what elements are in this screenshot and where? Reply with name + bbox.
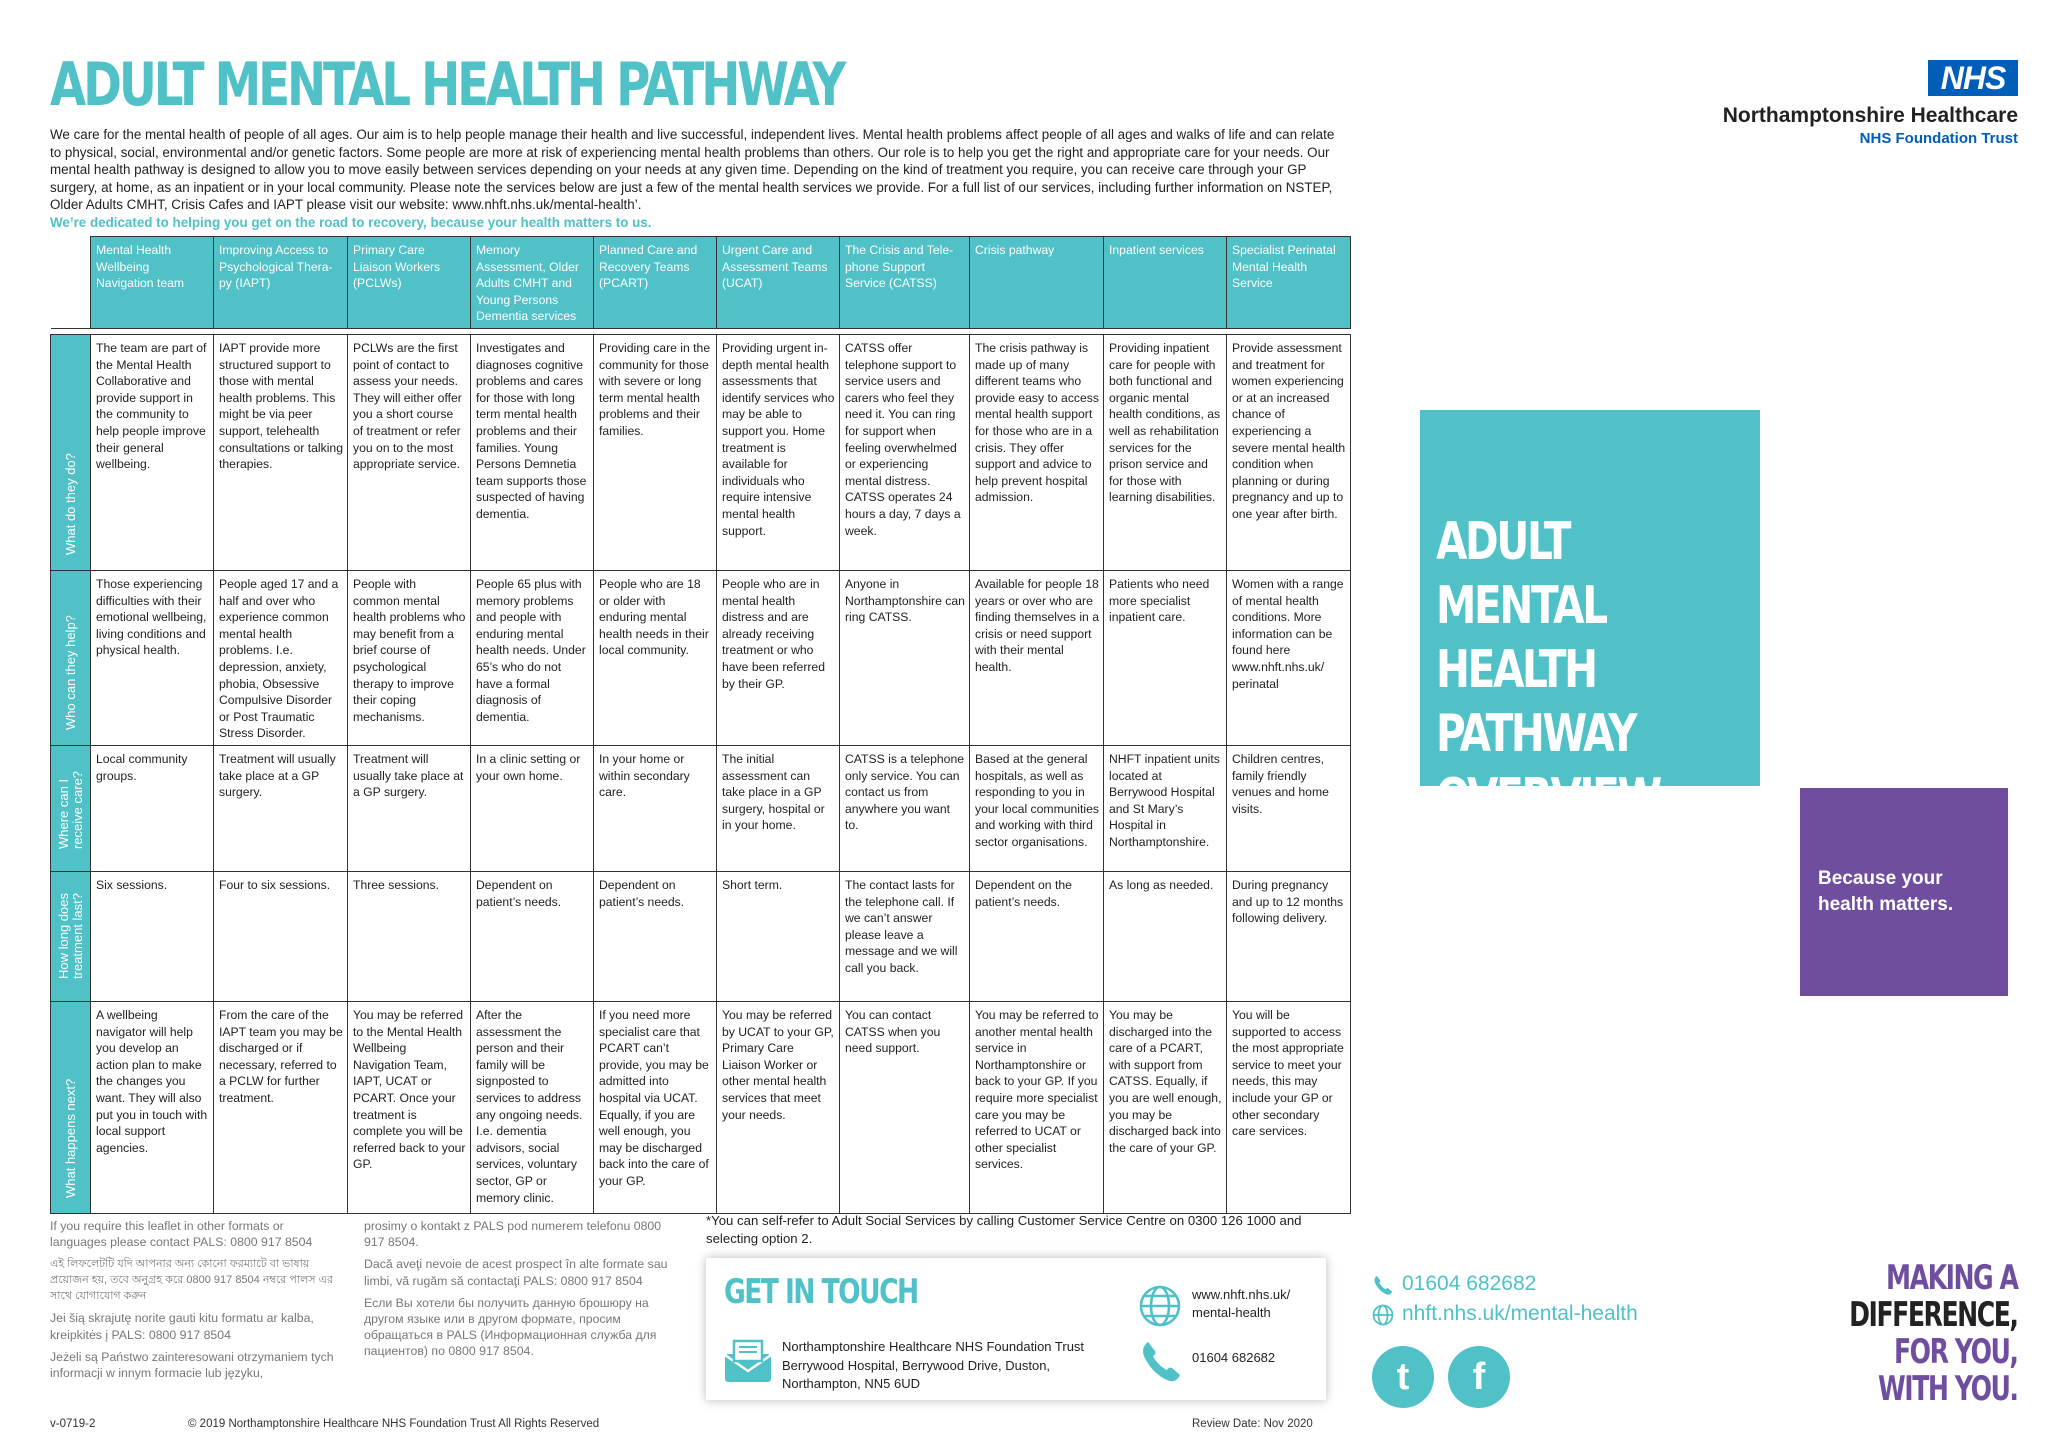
intro-text (50, 126, 1340, 232)
page-title: ADULT MENTAL HEALTH PATHWAY (50, 50, 844, 120)
table-cell: You may be referred to the Mental Health Wellbeing Navigation Team, IAPT, UCAT or PCART. Once your treatment is complete you will be referred back to your GP. (348, 1001, 471, 1213)
column-header: Urgent Care and Assessment Teams (UCAT) (717, 237, 840, 329)
language-note: prosimy o kontakt z PALS pod numerem telefonu 0800 917 8504. (364, 1219, 662, 1250)
row-label-line: treatment last? (69, 892, 85, 979)
row-header (51, 745, 91, 871)
table-cell: During pregnancy and up to 12 months following delivery. (1227, 871, 1351, 1001)
column-header: Improving Access to Psychological Thera-py (IAPT) (214, 237, 348, 329)
column-header: Specialist Perinatal Mental Health Service (1227, 237, 1351, 329)
version-code: v-0719-2 (50, 1418, 96, 1430)
address-line: Northampton, NN5 6UD (782, 1376, 920, 1392)
table-cell: The crisis pathway is made up of many different teams who provide easy to access mental health support for those who are in a crisis. They offer support and advice to help prevent hospital admission. (970, 334, 1104, 570)
globe-icon (1372, 1304, 1394, 1331)
table-cell: You can contact CATSS when you need support. (840, 1001, 970, 1213)
table-cell: Based at the general hospitals, as well as responding to you in your local communities and working with third sector organisations. (970, 745, 1104, 871)
table-cell: People aged 17 and a half and over who experience common mental health problems. I.e. depression, anxiety, phobia, Obsessive Compulsive Disorder or Post Traumatic Stress Disorder. (214, 570, 348, 745)
table-cell: Treatment will usually take place at a GP surgery. (214, 745, 348, 871)
table-cell: You may be referred by UCAT to your GP, Primary Care Liaison Worker or other mental health services that meet your needs. (717, 1001, 840, 1213)
table-row (51, 871, 1351, 1001)
table-cell: CATSS is a telephone only service. You can contact us from anywhere you want to. (840, 745, 970, 871)
row-label (64, 1079, 78, 1198)
intro-tagline: We’re dedicated to helping you get on the road to recovery, because your health matters to us. (50, 214, 652, 230)
table-cell: Providing care in the community for those with severe or long term mental health problems and their families. (594, 334, 717, 570)
row-label-line: What do they do? (62, 453, 78, 555)
slogan-line: MAKING A (1886, 1258, 2018, 1298)
row-label-line: receive care? (69, 770, 85, 849)
phone-icon (1372, 1274, 1394, 1301)
table-cell: From the care of the IAPT team you may be discharged or if necessary, referred to a PCLW for further treatment. (214, 1001, 348, 1213)
table-cell: Local community groups. (91, 745, 214, 871)
self-referral-footnote: *You can self-refer to Adult Social Services by calling Customer Service Centre on 0300 126 1000 and selecting option 2. (706, 1213, 1302, 1246)
column-header: Primary Care Liaison Workers (PCLWs) (348, 237, 471, 329)
table-cell: Investigates and diagnoses cognitive problems and cares for those with long term mental health problems and their families. Young Persons Demnetia team supports those suspected of having dementia. (471, 334, 594, 570)
table-cell: You will be supported to access the most appropriate service to meet your needs, this may include your GP or other secondary care services. (1227, 1001, 1351, 1213)
table-cell: Provide assessment and treatment for women experiencing or at an increased chance of experiencing a severe mental health condition when planning or during pregnancy and up to one year after birth. (1227, 334, 1351, 570)
table-cell: Dependent on the patient’s needs. (970, 871, 1104, 1001)
globe-icon (1138, 1284, 1182, 1333)
org-name: Northamptonshire Healthcare (1722, 104, 2018, 127)
table-cell: Anyone in Northamptonshire can ring CATSS. (840, 570, 970, 745)
table-row (51, 745, 1351, 871)
table-cell: NHFT inpatient units located at Berrywood Hospital and St Mary’s Hospital in Northamptonshire. (1104, 745, 1227, 871)
language-note: এই লিফলেটটি যদি আপনার অন্য কোনো ফরম্যাটে বা ভাষায় প্রয়োজন হয়, তবে অনুগ্রহ করে 0800 917 8504 নম্বরে পালস এর সাথে যোগাযোগ করুন (50, 1258, 334, 1303)
language-note: Jeżeli są Państwo zainteresowani otrzymaniem tych informacji w innym formacie lub języku, (50, 1349, 334, 1381)
nhs-logo: NHS (1928, 60, 2018, 96)
row-label (64, 453, 78, 555)
table-cell: People with common mental health problems who may benefit from a brief course of psychological therapy to improve their coping mechanisms. (348, 570, 471, 745)
column-header-row (51, 237, 1351, 329)
table-cell: Those experiencing difficulties with their emotional wellbeing, living conditions and physical health. (91, 570, 214, 745)
row-label-line: What happens next? (62, 1078, 78, 1198)
table-cell: Short term. (717, 871, 840, 1001)
contact-address (782, 1338, 1084, 1394)
table-cell: Children centres, family friendly venues and home visits. (1227, 745, 1351, 871)
table-cell: Patients who need more specialist inpatient care. (1104, 570, 1227, 745)
table-cell: Available for people 18 years or over who are finding themselves in a crisis or need support with their mental health. (970, 570, 1104, 745)
health-matters-text: Because your health matters. (1818, 868, 1954, 915)
facebook-icon[interactable]: f (1448, 1346, 1510, 1408)
row-header (51, 1001, 91, 1213)
row-label-line: Who can they help? (62, 615, 78, 730)
org-trust: NHS Foundation Trust (1859, 130, 2018, 147)
table-cell: In a clinic setting or your own home. (471, 745, 594, 871)
phone-icon (1138, 1338, 1184, 1389)
row-header (51, 334, 91, 570)
language-note: If you require this leaflet in other formats or languages please contact PALS: 0800 917 8504 (50, 1219, 313, 1250)
table-cell: PCLWs are the first point of contact to assess your needs. They will either offer you a short course of treatment or refer you on to the most appropriate service. (348, 334, 471, 570)
overview-title (1436, 510, 1701, 830)
table-cell: Three sessions. (348, 871, 471, 1001)
row-label (57, 893, 85, 979)
contact-title: GET IN TOUCH (724, 1272, 918, 1312)
website-line: www.nhft.nhs.uk/ (1192, 1287, 1291, 1302)
slogan-line: DIFFERENCE, (1849, 1295, 2018, 1335)
table-cell: A wellbeing navigator will help you develop an action plan to make the changes you want. They will also put you in touch with local support agencies. (91, 1001, 214, 1213)
column-header: Mental Health Wellbeing Navigation team (91, 237, 214, 329)
review-date: Review Date: Nov 2020 (1192, 1418, 1313, 1430)
right-website[interactable]: nhft.nhs.uk/mental-health (1402, 1302, 1638, 1325)
column-header: The Crisis and Tele-phone Support Service (CATSS) (840, 237, 970, 329)
table-cell: Dependent on patient’s needs. (594, 871, 717, 1001)
language-notes-col2 (364, 1218, 674, 1360)
slogan-line: FOR YOU, (1894, 1332, 2018, 1372)
table-cell: Providing inpatient care for people with both functional and organic mental health conditions, as well as rehabilitation services for the prison service and for those with learning disabilities. (1104, 334, 1227, 570)
table-row (51, 1001, 1351, 1213)
envelope-icon (722, 1338, 774, 1389)
right-phone[interactable]: 01604 682682 (1402, 1272, 1537, 1295)
column-header: Planned Care and Recovery Teams (PCART) (594, 237, 717, 329)
contact-box (706, 1258, 1326, 1400)
contact-phone[interactable]: 01604 682682 (1192, 1350, 1276, 1365)
table-cell: The team are part of the Mental Health Collaborative and provide support in the community to help people improve their general wellbeing. (91, 334, 214, 570)
column-header: Crisis pathway (970, 237, 1104, 329)
table-cell: You may be discharged into the care of a PCART, with support from CATSS. Equally, if you are well enough, you may be discharged back into the care of your GP. (1104, 1001, 1227, 1213)
table-cell: Providing urgent in-depth mental health assessments that identify services who may be able to support you. Home treatment is available for individuals who require intensive mental health support. (717, 334, 840, 570)
table-cell: Six sessions. (91, 871, 214, 1001)
row-label-line: How long does (55, 892, 71, 979)
table-row (51, 334, 1351, 570)
overview-title-line: OVERVIEW (1436, 768, 1660, 828)
intro-paragraph: We care for the mental health of people of all ages. Our aim is to help people manage their health and live successful, independent lives. Mental health problems affect people of all ages and walks of life and can relate to physical, social, environmental and/or genetic factors. Some people are more at risk of experiencing mental health problems than others. Our role is to help you get the right and appropriate care for your needs. Our mental health pathway is designed to allow you to move easily between services depending on your needs at any given time. Depending on the kind of treatment you require, you can receive care through your GP surgery, at home, as an inpatient or in your local community. Please note the services below are just a few of the mental health services we provide. For a full list of our services, including further information on NSTEP, Older Adults CMHT, Crisis Cafes and IAPT please visit our website: www.nhft.nhs.uk/mental-health’. (50, 127, 1335, 213)
table-cell: CATSS offer telephone support to service users and carers who feel they need it. You can ring for support when feeling overwhelmed or experiencing mental distress. CATSS operates 24 hours a day, 7 days a week. (840, 334, 970, 570)
row-label-line: Where can I (55, 778, 71, 849)
overview-title-line: ADULT MENTAL (1436, 512, 1606, 636)
table-cell: If you need more specialist care that PCART can’t provide, you may be admitted into hospital via UCAT. Equally, if you are well enough, you may be discharged back into the care of your GP. (594, 1001, 717, 1213)
website-line: mental-health (1192, 1305, 1271, 1320)
table-corner (51, 237, 91, 329)
language-notes-col1 (50, 1218, 340, 1381)
overview-title-line: HEALTH PATHWAY (1436, 640, 1636, 764)
overview-panel (1420, 410, 1760, 828)
language-note: Если Вы хотели бы получить данную брошюру на другом языке или в другом формате, просим обращаться в PALS (Информационная служба для пациентов) по 0800 917 8504. (364, 1295, 657, 1359)
table-cell: You may be referred to another mental health service in Northamptonshire or back to your GP. If you require more specialist care you may be referred to UCAT or other specialist services. (970, 1001, 1104, 1213)
column-header: Inpatient services (1104, 237, 1227, 329)
table-cell: Four to six sessions. (214, 871, 348, 1001)
table-cell: The contact lasts for the telephone call. If we can’t answer please leave a message and we will call you back. (840, 871, 970, 1001)
language-note: Jei šią skrajutę norite gauti kitu formatu ar kalba, kreipkitės į PALS: 0800 917 8504 (50, 1311, 314, 1342)
address-line: Northamptonshire Healthcare NHS Foundation Trust (782, 1339, 1085, 1354)
row-label (57, 771, 85, 849)
row-header (51, 871, 91, 1001)
table-cell: Dependent on patient’s needs. (471, 871, 594, 1001)
copyright: © 2019 Northamptonshire Healthcare NHS Foundation Trust All Rights Reserved (188, 1418, 600, 1430)
table-cell: Treatment will usually take place at a GP surgery. (348, 745, 471, 871)
language-note: Dacă aveţi nevoie de acest prospect în alte formate sau limbi, vă rugăm să contactaţi PALS: 0800 917 8504 (364, 1257, 668, 1288)
table-cell: As long as needed. (1104, 871, 1227, 1001)
table-cell: People 65 plus with memory problems and people with enduring mental health needs. Under 65’s who do not have a formal diagnosis of dementia. (471, 570, 594, 745)
health-matters-panel (1800, 788, 2008, 996)
row-label (64, 615, 78, 730)
address-line: Berrywood Hospital, Berrywood Drive, Duston, (782, 1357, 1051, 1373)
table-cell: After the assessment the person and their family will be signposted to services to address any ongoing needs. I.e. dementia advisors, social services, voluntary sector, GP or memory clinic. (471, 1001, 594, 1213)
column-header: Memory Assessment, Older Adults CMHT and Young Persons Dementia services (471, 237, 594, 329)
table-cell: In your home or within secondary care. (594, 745, 717, 871)
twitter-icon[interactable]: t (1372, 1346, 1434, 1408)
table-cell: The initial assessment can take place in a GP surgery, hospital or in your home. (717, 745, 840, 871)
table-row (51, 570, 1351, 745)
pathway-table (50, 236, 1351, 1214)
table-cell: People who are in mental health distress and are already receiving treatment or who have been referred by their GP. (717, 570, 840, 745)
table-cell: IAPT provide more structured support to those with mental health problems. This might be via peer support, telehealth consultations or talking therapies. (214, 334, 348, 570)
row-header (51, 570, 91, 745)
slogan-line: WITH YOU. (1878, 1369, 2018, 1409)
table-cell: Women with a range of mental health conditions. More information can be found here www.nhft.nhs.uk/ perinatal (1227, 570, 1351, 745)
table-cell: People who are 18 or older with enduring mental health needs in their local community. (594, 570, 717, 745)
contact-website[interactable] (1192, 1286, 1290, 1322)
making-a-difference-slogan (1850, 1260, 2018, 1408)
